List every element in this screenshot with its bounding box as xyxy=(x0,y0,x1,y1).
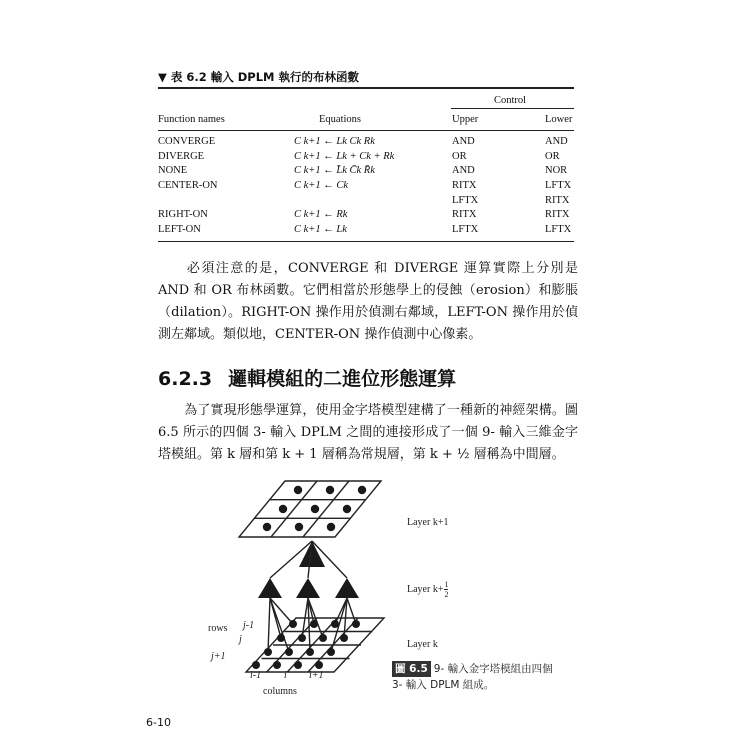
table-cell-upper: OR xyxy=(452,151,467,162)
table-cell-lower: RITX xyxy=(545,209,570,220)
table-cell-upper: AND xyxy=(452,136,475,147)
bottom-node xyxy=(289,620,297,628)
top-node xyxy=(343,505,351,513)
middle-cone-left xyxy=(258,578,282,598)
top-node xyxy=(327,523,335,531)
bottom-node xyxy=(319,634,327,642)
table-cell-lower: RITX xyxy=(545,195,570,206)
table-cell-lower: NOR xyxy=(545,165,568,176)
table-cell-lower: OR xyxy=(545,151,560,162)
layer-mid-text: Layer k+ xyxy=(407,583,444,595)
table-cell-name: DIVERGE xyxy=(158,151,205,162)
row-label-j+1: j+1 xyxy=(211,651,226,662)
table-cell-upper: RITX xyxy=(452,209,477,220)
layer-bottom-label: Layer k xyxy=(407,639,438,650)
table-cell-lower: AND xyxy=(545,136,568,147)
table-cell-upper: AND xyxy=(452,165,475,176)
figure-caption xyxy=(392,661,562,693)
bottom-node xyxy=(298,634,306,642)
top-node xyxy=(326,486,334,494)
header-function-names: Function names xyxy=(158,114,225,125)
bottom-node xyxy=(294,661,302,669)
bottom-node xyxy=(352,620,360,628)
bottom-node xyxy=(252,661,260,669)
table-cell-upper: RITX xyxy=(452,180,477,191)
col-label-i-1: i-1 xyxy=(250,670,262,681)
table-cell-name: NONE xyxy=(158,165,188,176)
table-cell-name: CENTER-ON xyxy=(158,180,218,191)
row-label-j: j xyxy=(239,634,242,645)
table-cell-equation: C k+1 ← L̄k C̄k R̄k xyxy=(294,165,375,176)
middle-cone-right xyxy=(335,578,359,598)
figure-caption-tag: 圖 6.5 xyxy=(392,661,431,677)
section-title: 邏輯模組的二進位形態運算 xyxy=(228,368,457,390)
middle-cone-center xyxy=(296,578,320,598)
rows-label: rows xyxy=(208,623,228,634)
layer-top-label: Layer k+1 xyxy=(407,517,449,528)
bottom-node xyxy=(277,634,285,642)
bottom-node xyxy=(327,648,335,656)
table-cell-lower: LFTX xyxy=(545,224,572,235)
table-cell-name: LEFT-ON xyxy=(158,224,201,235)
table-cell-equation: C k+1 ← Lk Ck Rk xyxy=(294,136,375,147)
layer-mid-denominator: 2 xyxy=(444,590,449,599)
bottom-node xyxy=(264,648,272,656)
table-cell-equation: C k+1 ← Ck xyxy=(294,180,349,191)
top-node xyxy=(294,486,302,494)
figure-caption-text: 9- 輸入金字塔模組由四個 3- 輸入 DPLM 組成。 xyxy=(392,663,553,691)
top-node xyxy=(263,523,271,531)
control-header: Control xyxy=(494,95,527,106)
layer-mid-numerator: 1 xyxy=(444,580,449,589)
body-paragraph-1: 必須注意的是，CONVERGE 和 DIVERGE 運算實際上分別是 AND 和 OR 布林函數。它們相當於形態學上的侵蝕（erosion）和膨脹（dilation）。RIGHT-ON 操作用於偵測右鄰域，LEFT-ON 操作用於偵測左鄰域。類似地，CENTER-ON 操作偵測中心像素。 xyxy=(158,261,578,342)
bottom-node xyxy=(310,620,318,628)
bottom-node xyxy=(315,661,323,669)
top-node xyxy=(311,505,319,513)
table-cell-equation: C k+1 ← Rk xyxy=(294,209,348,220)
row-label-j-1: j-1 xyxy=(243,620,255,631)
table-cell-equation: C k+1 ← Lk + Ck + Rk xyxy=(294,151,395,162)
body-paragraph-2: 為了實現形態學運算，使用金字塔模型建構了一種新的神經架構。圖 6.5 所示的四個 3- 輸入 DPLM 之間的連接形成了一個 9- 輸入三維金字塔模組。第 k 層和第 k + 1 層稱為常規層，第 k + ½ 層稱為中間層。 xyxy=(158,403,578,462)
table-cell-lower: LFTX xyxy=(545,180,572,191)
top-node xyxy=(295,523,303,531)
layer-mid-label xyxy=(407,580,448,599)
table-cell-equation: C k+1 ← Lk xyxy=(294,224,347,235)
bottom-node xyxy=(285,648,293,656)
bottom-node xyxy=(306,648,314,656)
table-caption: ▼ 表 6.2 輸入 DPLM 執行的布林函數 xyxy=(158,70,359,84)
section-number: 6.2.3 xyxy=(158,368,213,390)
table-cell-upper: LFTX xyxy=(452,224,479,235)
columns-label: columns xyxy=(263,686,297,697)
table-cell-upper: LFTX xyxy=(452,195,479,206)
col-label-i+1: i+1 xyxy=(309,670,324,681)
col-label-i: i xyxy=(284,670,287,681)
header-equations: Equations xyxy=(319,114,361,125)
table-cell-name: RIGHT-ON xyxy=(158,209,208,220)
header-upper: Upper xyxy=(452,114,479,125)
top-node xyxy=(279,505,287,513)
header-lower: Lower xyxy=(545,114,573,125)
bottom-node xyxy=(340,634,348,642)
page-number: 6-10 xyxy=(146,716,171,729)
top-node xyxy=(358,486,366,494)
table-cell-name: CONVERGE xyxy=(158,136,216,147)
bottom-node xyxy=(273,661,281,669)
bottom-node xyxy=(331,620,339,628)
